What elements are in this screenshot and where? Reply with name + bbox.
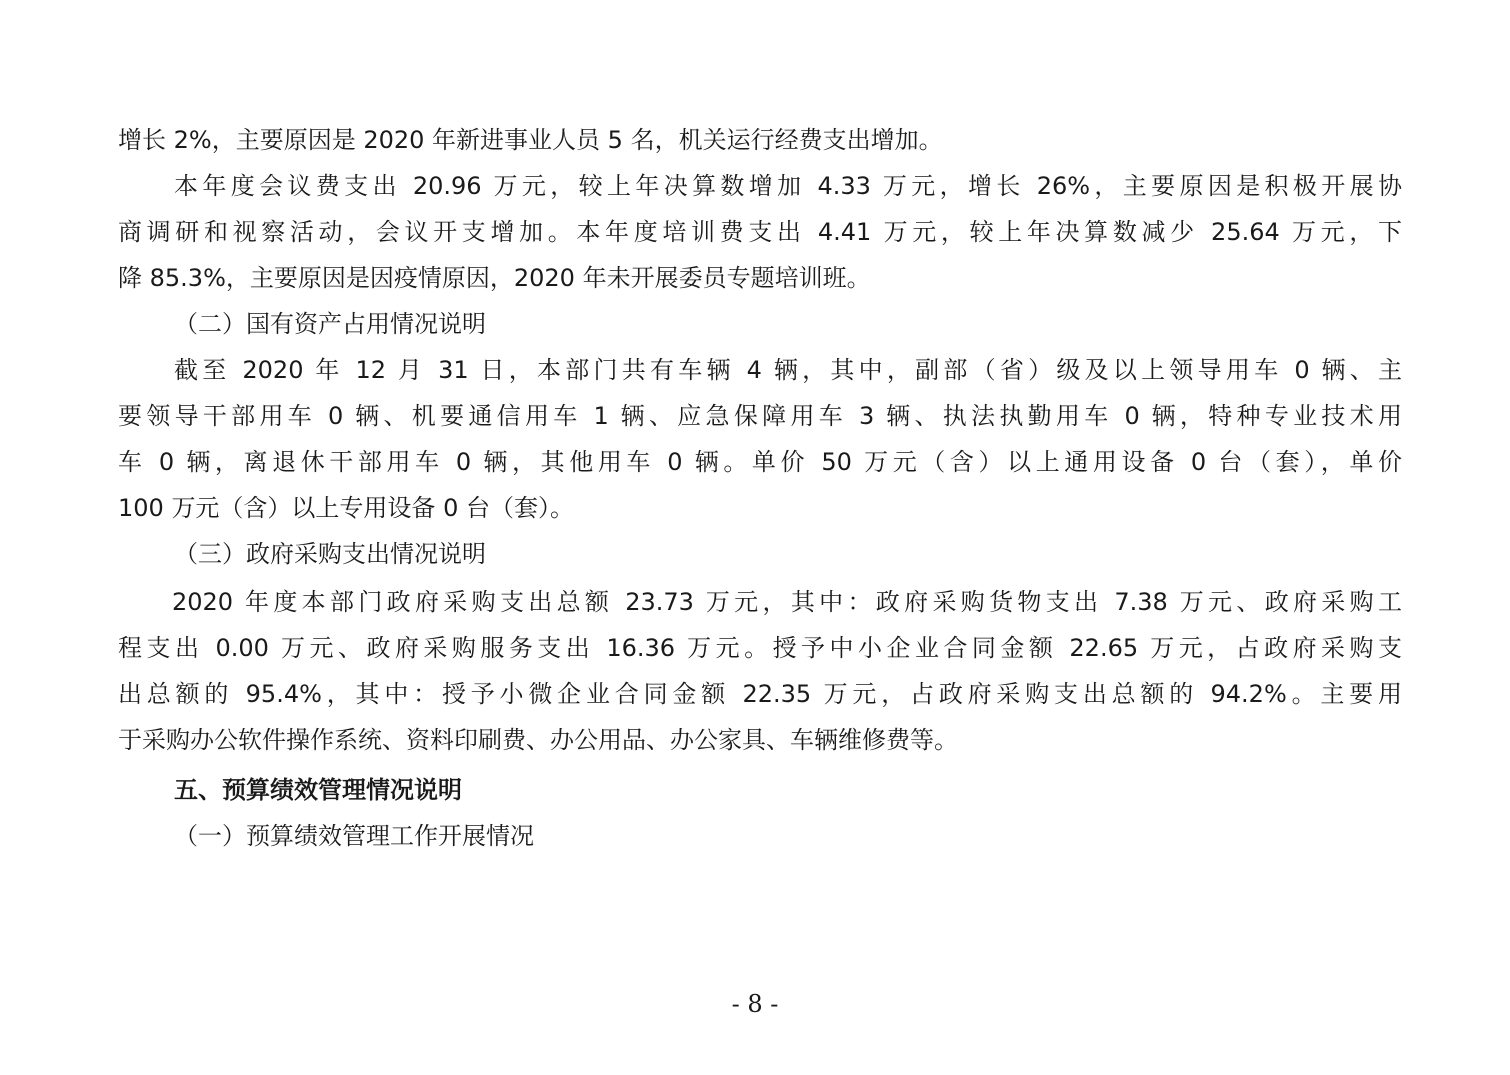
subsection-heading: （一）预算绩效管理工作开展情况 — [174, 822, 534, 850]
paragraph-line: 程支出 0.00 万元、政府采购服务支出 16.36 万元。授予中小企业合同金额 22.65 万元，占政府采购支 — [118, 634, 1402, 662]
paragraph-line: 车 0 辆，离退休干部用车 0 辆，其他用车 0 辆。单价 50 万元（含）以上通用设备 0 台（套），单价 — [118, 448, 1402, 476]
page-number: - 8 - — [731, 990, 779, 1018]
paragraph-line: 100 万元（含）以上专用设备 0 台（套）。 — [118, 494, 574, 522]
paragraph-line: 本年度会议费支出 20.96 万元，较上年决算数增加 4.33 万元，增长 26%，主要原因是积极开展协 — [174, 172, 1402, 200]
paragraph-line: 降 85.3%，主要原因是因疫情原因，2020 年未开展委员专题培训班。 — [118, 264, 871, 292]
paragraph-line: 2020 年度本部门政府采购支出总额 23.73 万元，其中：政府采购货物支出 7.38 万元、政府采购工 — [172, 588, 1402, 616]
paragraph-line: 增长 2%，主要原因是 2020 年新进事业人员 5 名，机关运行经费支出增加。 — [118, 126, 943, 154]
paragraph-line: 要领导干部用车 0 辆、机要通信用车 1 辆、应急保障用车 3 辆、执法执勤用车 0 辆，特种专业技术用 — [118, 402, 1402, 430]
paragraph-line: 出总额的 95.4%，其中：授予小微企业合同金额 22.35 万元，占政府采购支出总额的 94.2%。主要用 — [118, 680, 1402, 708]
section-heading-assets: （二）国有资产占用情况说明 — [174, 310, 486, 338]
section-heading-performance: 五、预算绩效管理情况说明 — [174, 776, 462, 804]
section-heading-procurement: （三）政府采购支出情况说明 — [174, 540, 486, 568]
paragraph-line: 商调研和视察活动，会议开支增加。本年度培训费支出 4.41 万元，较上年决算数减少 25.64 万元，下 — [118, 218, 1402, 246]
paragraph-line: 截至 2020 年 12 月 31 日，本部门共有车辆 4 辆，其中，副部（省）级及以上领导用车 0 辆、主 — [174, 356, 1402, 384]
paragraph-line: 于采购办公软件操作系统、资料印刷费、办公用品、办公家具、车辆维修费等。 — [118, 726, 958, 754]
